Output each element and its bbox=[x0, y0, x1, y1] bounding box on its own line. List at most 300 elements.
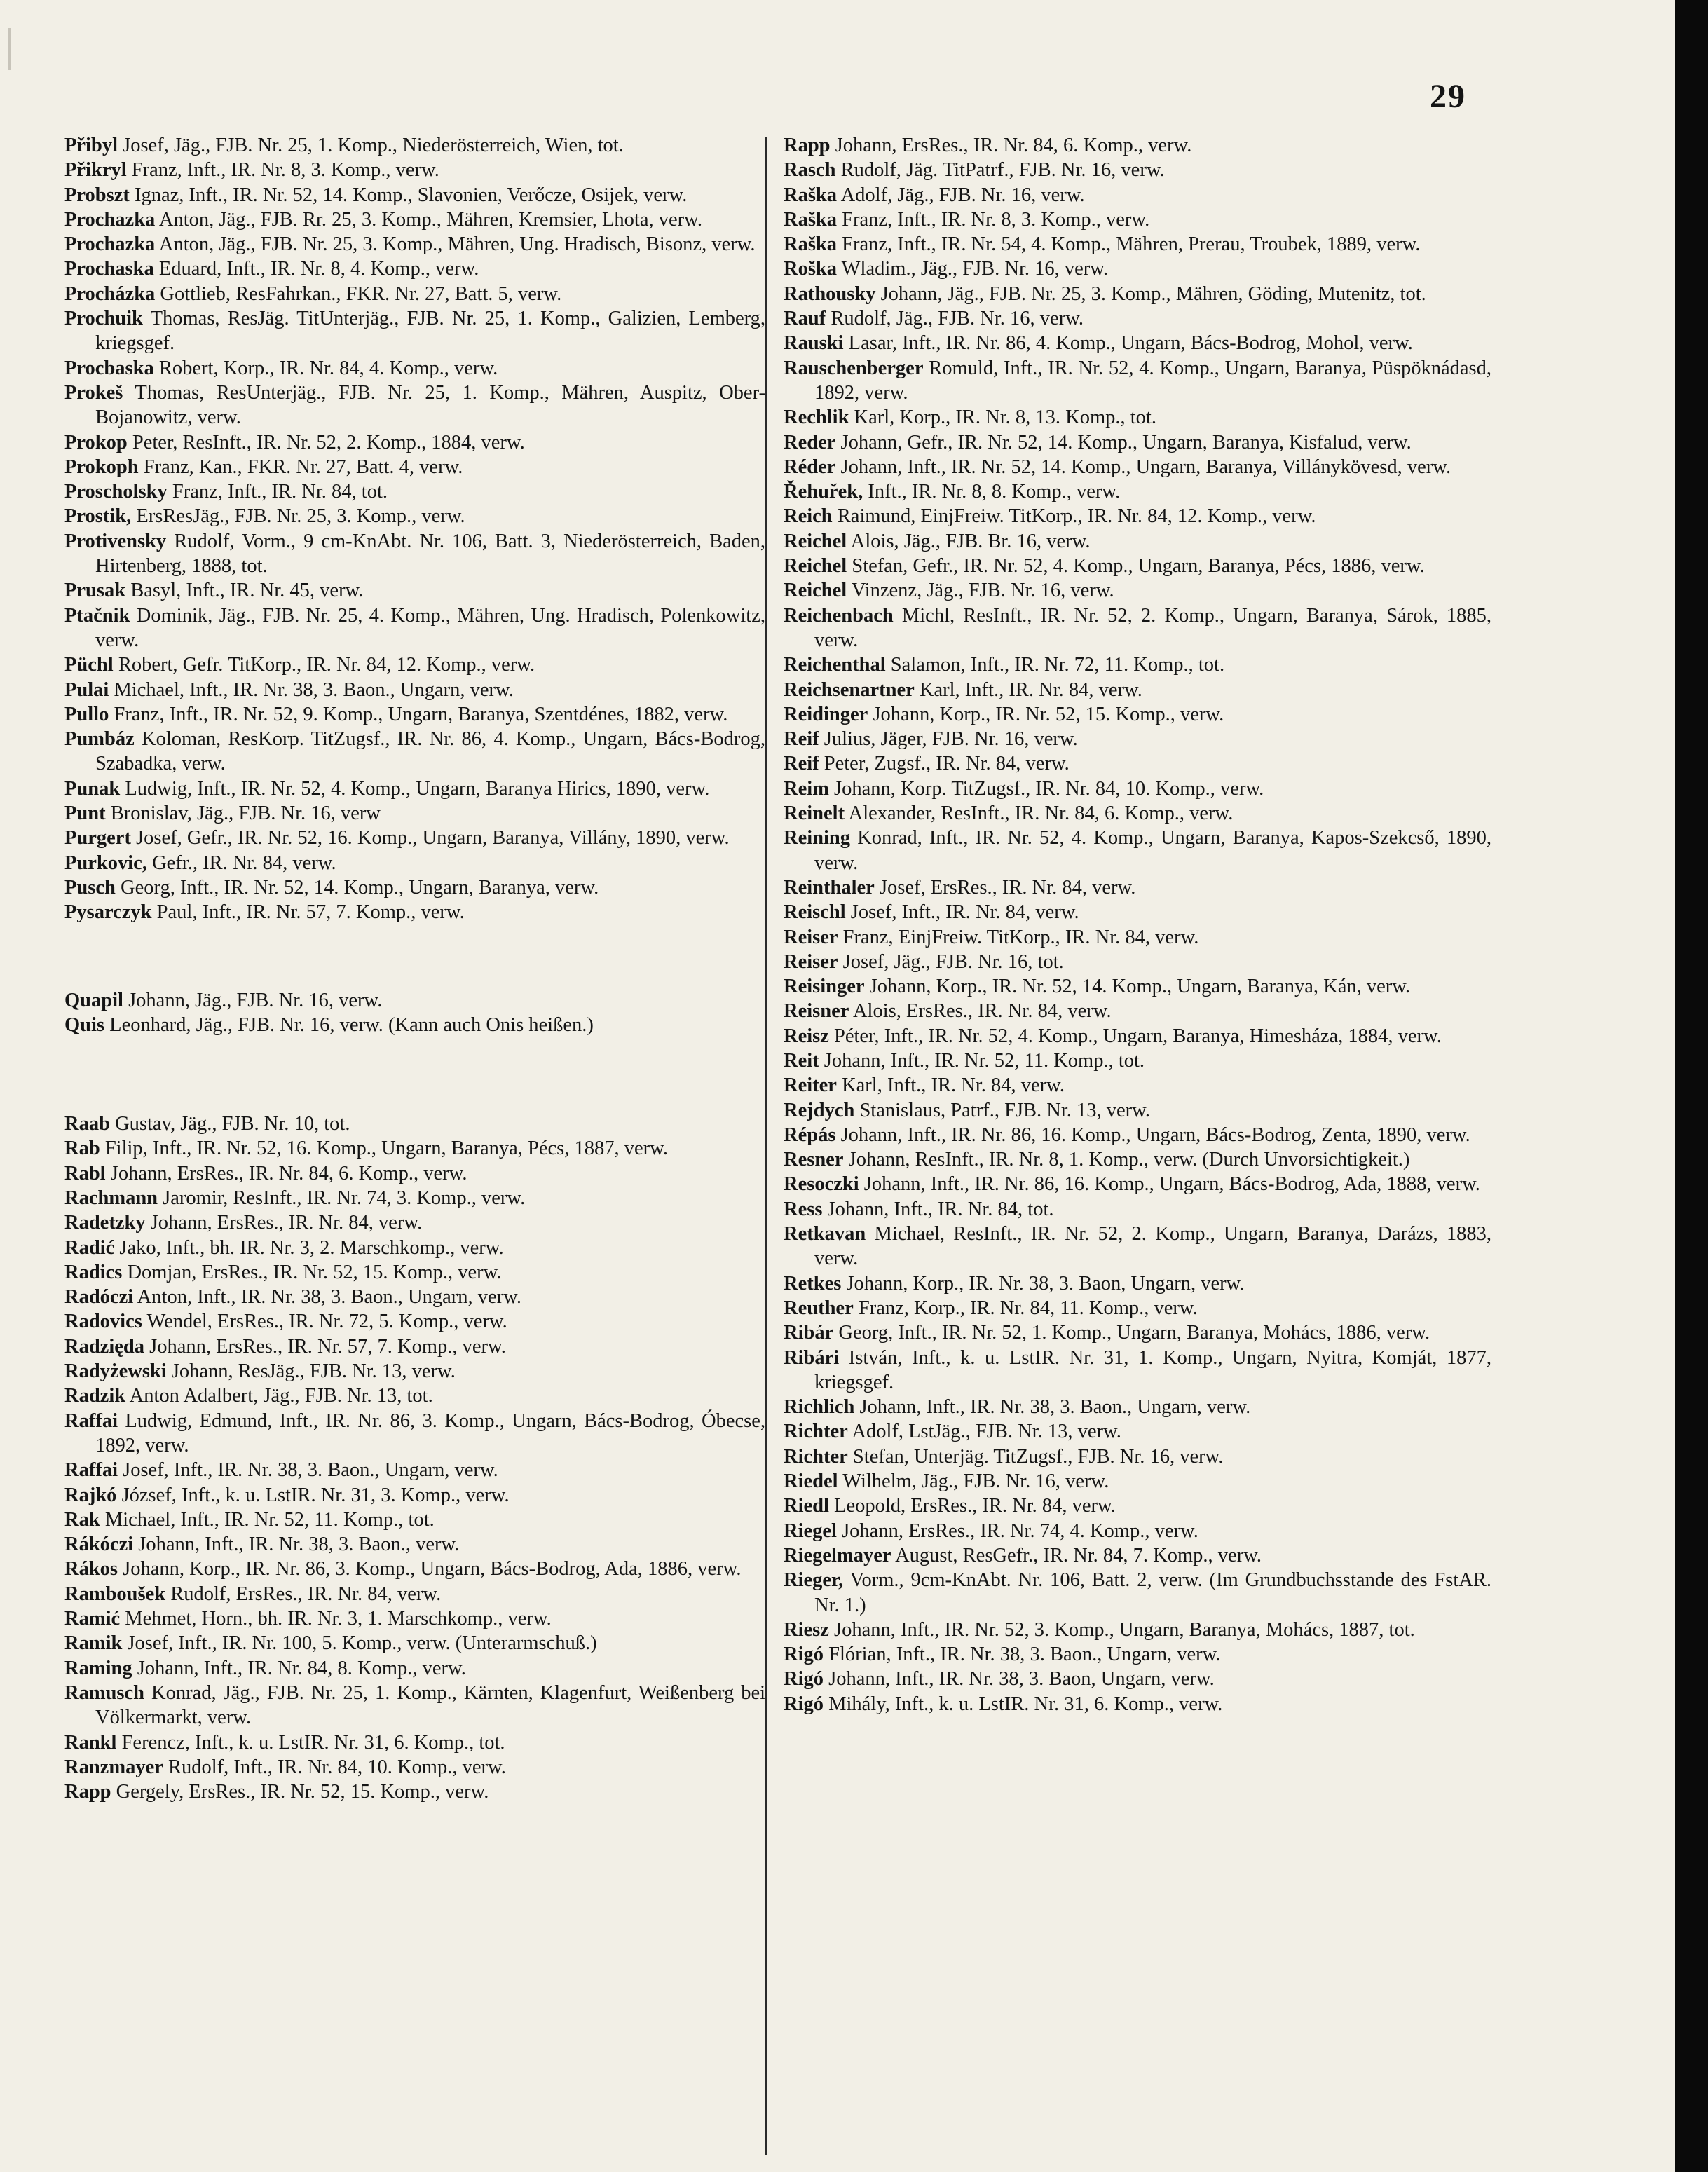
entry-name: Reining bbox=[784, 827, 851, 849]
entry-name: Reiser bbox=[784, 950, 838, 973]
entry-name: Resoczki bbox=[784, 1173, 859, 1196]
list-entry bbox=[784, 1098, 1491, 1123]
list-entry bbox=[64, 1161, 765, 1186]
entry-text: Franz, Inft., IR. Nr. 8, 3. Komp., verw. bbox=[131, 159, 439, 182]
entry-text: Filip, Inft., IR. Nr. 52, 16. Komp., Ungarn, Baranya, Pécs, 1887, verw. bbox=[104, 1138, 668, 1160]
entry-name: Rathousky bbox=[784, 282, 876, 305]
list-entry bbox=[64, 1532, 765, 1557]
entry-name: Ramik bbox=[64, 1632, 123, 1655]
entry-name: Rauf bbox=[784, 308, 826, 330]
list-entry bbox=[64, 653, 765, 677]
entry-name: Reichenthal bbox=[784, 654, 886, 676]
entry-name: Prochazka bbox=[64, 233, 156, 256]
entry-text: Wilhelm, Jäg., FJB. Nr. 16, verw. bbox=[842, 1470, 1109, 1493]
entry-text: Johann, Korp. TitZugsf., IR. Nr. 84, 10. Komp., verw. bbox=[834, 777, 1264, 800]
entry-text: Ludwig, Inft., IR. Nr. 52, 4. Komp., Ungarn, Baranya Hirics, 1890, verw. bbox=[125, 777, 710, 800]
entry-name: Répás bbox=[784, 1123, 836, 1146]
entry-name: Prostik, bbox=[64, 505, 132, 528]
list-entry bbox=[784, 257, 1491, 281]
list-entry bbox=[64, 207, 765, 232]
section-gap bbox=[64, 925, 765, 988]
entry-name: Reuther bbox=[784, 1297, 854, 1319]
entry-text: Georg, Inft., IR. Nr. 52, 1. Komp., Ungarn, Baranya, Mohács, 1886, verw. bbox=[838, 1322, 1430, 1344]
entry-text: Vinzenz, Jäg., FJB. Nr. 16, verw. bbox=[851, 580, 1114, 602]
entry-name: Riedl bbox=[784, 1495, 829, 1517]
list-entry bbox=[784, 1073, 1491, 1098]
entry-text: Peter, Zugsf., IR. Nr. 84, verw. bbox=[824, 753, 1070, 775]
list-entry bbox=[784, 1222, 1491, 1271]
list-entry bbox=[784, 554, 1491, 578]
list-entry bbox=[64, 232, 765, 257]
list-entry bbox=[784, 1568, 1491, 1618]
entry-name: Ribári bbox=[784, 1346, 840, 1369]
list-entry bbox=[784, 356, 1491, 406]
list-entry bbox=[784, 1642, 1491, 1667]
entry-name: Rechlik bbox=[784, 407, 849, 429]
entry-name: Réder bbox=[784, 456, 836, 478]
entry-name: Protivensky bbox=[64, 530, 167, 552]
list-entry bbox=[64, 1384, 765, 1408]
entry-text: Michl, ResInft., IR. Nr. 52, 2. Komp., Ungarn, Baranya, Sárok, 1885, verw. bbox=[814, 604, 1492, 651]
entry-name: Pulai bbox=[64, 678, 109, 701]
entry-text: Rudolf, Jäg. TitPatrf., FJB. Nr. 16, verw. bbox=[840, 159, 1165, 182]
list-entry bbox=[64, 1483, 765, 1508]
list-entry bbox=[784, 875, 1491, 900]
entry-name: Přikryl bbox=[64, 159, 127, 182]
entry-name: Riegel bbox=[784, 1519, 837, 1542]
entry-text: Alexander, ResInft., IR. Nr. 84, 6. Komp., verw. bbox=[848, 802, 1234, 825]
list-entry bbox=[64, 727, 765, 777]
list-entry bbox=[784, 1444, 1491, 1469]
list-entry bbox=[64, 1606, 765, 1631]
list-entry bbox=[784, 950, 1491, 974]
entry-text: Lasar, Inft., IR. Nr. 86, 4. Komp., Ungarn, Bács-Bodrog, Mohol, verw. bbox=[848, 332, 1413, 355]
list-entry bbox=[64, 282, 765, 306]
entry-name: Ramusch bbox=[64, 1681, 145, 1704]
list-entry bbox=[64, 603, 765, 653]
list-entry bbox=[784, 1346, 1491, 1395]
entry-name: Riegelmayer bbox=[784, 1544, 891, 1566]
list-entry bbox=[784, 900, 1491, 924]
entry-name: Rak bbox=[64, 1508, 100, 1531]
entry-name: Pysarczyk bbox=[64, 901, 152, 924]
list-entry bbox=[64, 801, 765, 826]
list-entry bbox=[64, 479, 765, 504]
entry-text: Johann, ResInft., IR. Nr. 8, 1. Komp., verw. (Durch Unvorsichtigkeit.) bbox=[848, 1149, 1410, 1171]
entry-text: August, ResGefr., IR. Nr. 84, 7. Komp., verw. bbox=[895, 1544, 1262, 1566]
entry-name: Rachmann bbox=[64, 1187, 158, 1209]
entry-name: Reif bbox=[784, 728, 819, 751]
entry-name: Prochuik bbox=[64, 308, 143, 330]
entry-text: Michael, Inft., IR. Nr. 52, 11. Komp., tot. bbox=[104, 1508, 435, 1531]
entry-text: Dominik, Jäg., FJB. Nr. 25, 4. Komp., Mähren, Ung. Hradisch, Polenkowitz, verw. bbox=[95, 604, 766, 651]
list-entry bbox=[784, 1667, 1491, 1691]
list-entry bbox=[784, 1519, 1491, 1543]
entry-text: Jako, Inft., bh. IR. Nr. 3, 2. Marschkomp., verw. bbox=[119, 1236, 504, 1259]
list-entry bbox=[784, 158, 1491, 182]
entry-text: Johann, ErsRes., IR. Nr. 84, 6. Komp., verw. bbox=[835, 135, 1192, 156]
entry-text: Salamon, Inft., IR. Nr. 72, 11. Komp., tot. bbox=[890, 654, 1225, 676]
entry-name: Pullo bbox=[64, 703, 109, 725]
list-entry bbox=[784, 751, 1491, 776]
entry-name: Raška bbox=[784, 184, 838, 206]
entry-name: Roška bbox=[784, 258, 838, 280]
list-entry bbox=[784, 1692, 1491, 1716]
entry-text: Alois, Jäg., FJB. Br. 16, verw. bbox=[850, 530, 1091, 552]
list-entry bbox=[64, 455, 765, 479]
list-entry bbox=[784, 405, 1491, 430]
entry-text: Franz, Korp., IR. Nr. 84, 11. Komp., verw. bbox=[858, 1297, 1198, 1319]
list-entry bbox=[784, 653, 1491, 677]
entry-text: Josef, Inft., IR. Nr. 38, 3. Baon., Ungarn, verw. bbox=[123, 1459, 498, 1482]
entry-name: Reisner bbox=[784, 1000, 849, 1023]
list-entry bbox=[64, 430, 765, 455]
entry-name: Reichel bbox=[784, 555, 847, 578]
entry-name: Purkovic, bbox=[64, 852, 147, 874]
entry-text: Franz, Inft., IR. Nr. 8, 3. Komp., verw. bbox=[842, 208, 1150, 231]
entry-text: Georg, Inft., IR. Nr. 52, 14. Komp., Ungarn, Baranya, verw. bbox=[120, 876, 599, 899]
entry-text: Johann, Inft., IR. Nr. 38, 3. Baon., verw. bbox=[138, 1534, 460, 1556]
list-entry bbox=[64, 851, 765, 875]
list-entry bbox=[784, 603, 1491, 653]
list-entry bbox=[784, 1172, 1491, 1196]
list-entry bbox=[64, 306, 765, 356]
entry-name: Pusch bbox=[64, 876, 116, 899]
entry-name: Punt bbox=[64, 802, 106, 825]
entry-text: Josef, ErsRes., IR. Nr. 84, verw. bbox=[879, 876, 1136, 899]
entry-name: Rasch bbox=[784, 159, 836, 182]
list-entry bbox=[784, 777, 1491, 801]
entry-text: Rudolf, Inft., IR. Nr. 84, 10. Komp., verw. bbox=[168, 1756, 506, 1778]
entry-text: Johann, Inft., IR. Nr. 86, 16. Komp., Ungarn, Bács-Bodrog, Zenta, 1890, verw. bbox=[840, 1123, 1470, 1146]
entry-text: Romuld, Inft., IR. Nr. 52, 4. Komp., Ungarn, Baranya, Püspöknádasd, 1892, verw. bbox=[814, 357, 1492, 404]
list-entry bbox=[784, 1618, 1491, 1642]
entry-text: Adolf, Jäg., FJB. Nr. 16, verw. bbox=[840, 184, 1085, 206]
entry-text: Gergely, ErsRes., IR. Nr. 52, 15. Komp., verw. bbox=[116, 1781, 489, 1803]
entry-name: Radić bbox=[64, 1236, 115, 1259]
entry-text: Konrad, Inft., IR. Nr. 52, 4. Komp., Ungarn, Baranya, Kapos-Szekcső, 1890, verw. bbox=[814, 827, 1492, 874]
entry-text: Johann, Inft., IR. Nr. 38, 3. Baon., Ungarn, verw. bbox=[859, 1396, 1251, 1419]
list-entry bbox=[64, 529, 765, 579]
entry-text: Karl, Korp., IR. Nr. 8, 13. Komp., tot. bbox=[854, 407, 1156, 429]
entry-text: Franz, EinjFreiw. TitKorp., IR. Nr. 84, verw. bbox=[842, 926, 1199, 948]
entry-text: Robert, Korp., IR. Nr. 84, 4. Komp., verw. bbox=[158, 357, 498, 379]
list-entry bbox=[64, 133, 765, 158]
entry-name: Richlich bbox=[784, 1396, 855, 1419]
entry-name: Rajkó bbox=[64, 1484, 117, 1506]
list-entry bbox=[64, 1186, 765, 1210]
entry-name: Riedel bbox=[784, 1470, 838, 1493]
entry-name: Prochaska bbox=[64, 258, 154, 280]
entry-text: Anton Adalbert, Jäg., FJB. Nr. 13, tot. bbox=[129, 1385, 433, 1407]
entry-name: Reichel bbox=[784, 580, 847, 602]
list-entry bbox=[64, 875, 765, 900]
entry-text: Basyl, Inft., IR. Nr. 45, verw. bbox=[130, 580, 364, 602]
list-entry bbox=[784, 925, 1491, 950]
entry-text: Johann, Inft., IR. Nr. 52, 14. Komp., Ungarn, Baranya, Villánykövesd, verw. bbox=[840, 456, 1451, 478]
entry-text: Leonhard, Jäg., FJB. Nr. 16, verw. (Kann auch Onis heißen.) bbox=[109, 1013, 594, 1036]
entry-text: Johann, Korp., IR. Nr. 38, 3. Baon, Ungarn, verw. bbox=[846, 1272, 1245, 1295]
list-entry bbox=[64, 702, 765, 727]
entry-text: József, Inft., k. u. LstIR. Nr. 31, 3. Komp., verw. bbox=[121, 1484, 510, 1506]
entry-text: Rudolf, Vorm., 9 cm-KnAbt. Nr. 106, Batt. 3, Niederösterreich, Baden, Hirtenberg, 1888, tot. bbox=[95, 530, 766, 578]
entry-name: Prochazka bbox=[64, 208, 156, 231]
list-entry bbox=[64, 1359, 765, 1384]
entry-text: Johann, Korp., IR. Nr. 52, 15. Komp., verw. bbox=[873, 703, 1224, 725]
list-entry bbox=[64, 1260, 765, 1285]
entry-name: Radovics bbox=[64, 1311, 142, 1333]
entry-name: Prokeš bbox=[64, 381, 123, 404]
entry-text: Johann, ErsRes., IR. Nr. 57, 7. Komp., verw. bbox=[149, 1335, 506, 1358]
list-entry bbox=[64, 1236, 765, 1260]
entry-text: Josef, Inft., IR. Nr. 100, 5. Komp., verw. (Unterarmschuß.) bbox=[127, 1632, 597, 1655]
entry-name: Rankl bbox=[64, 1731, 117, 1754]
entry-text: Stefan, Gefr., IR. Nr. 52, 4. Komp., Ungarn, Baranya, Pécs, 1886, verw. bbox=[852, 555, 1425, 578]
list-entry bbox=[784, 207, 1491, 232]
entry-text: Julius, Jäger, FJB. Nr. 16, verw. bbox=[824, 728, 1078, 751]
entry-text: Ignaz, Inft., IR. Nr. 52, 14. Komp., Slavonien, Verőcze, Osijek, verw. bbox=[135, 184, 688, 206]
entry-text: Rudolf, Jäg., FJB. Nr. 16, verw. bbox=[831, 308, 1084, 330]
entry-name: Rapp bbox=[64, 1781, 111, 1803]
entry-name: Reinelt bbox=[784, 802, 845, 825]
entry-text: Koloman, ResKorp. TitZugsf., IR. Nr. 86, 4. Komp., Ungarn, Bács-Bodrog, Szabadka, verw. bbox=[95, 728, 765, 775]
list-entry bbox=[784, 529, 1491, 554]
entry-text: Ferencz, Inft., k. u. LstIR. Nr. 31, 6. Komp., tot. bbox=[121, 1731, 505, 1754]
entry-name: Raška bbox=[784, 208, 838, 231]
left-column bbox=[64, 133, 765, 1804]
entry-name: Přibyl bbox=[64, 135, 118, 156]
entry-name: Reisinger bbox=[784, 976, 865, 998]
list-entry bbox=[64, 183, 765, 207]
list-entry bbox=[64, 356, 765, 381]
list-entry bbox=[784, 306, 1491, 331]
list-entry bbox=[784, 430, 1491, 455]
entry-name: Radzik bbox=[64, 1385, 126, 1407]
entry-name: Raming bbox=[64, 1657, 132, 1679]
entry-text: Josef, Gefr., IR. Nr. 52, 16. Komp., Ungarn, Baranya, Villány, 1890, verw. bbox=[136, 827, 730, 849]
list-entry bbox=[784, 801, 1491, 826]
entry-text: Johann, Gefr., IR. Nr. 52, 14. Komp., Ungarn, Baranya, Kisfalud, verw. bbox=[840, 431, 1412, 453]
list-entry bbox=[784, 504, 1491, 528]
entry-name: Rigó bbox=[784, 1668, 824, 1691]
entry-text: Bronislav, Jäg., FJB. Nr. 16, verw bbox=[110, 802, 381, 825]
entry-text: Johann, Inft., IR. Nr. 38, 3. Baon, Ungarn, verw. bbox=[828, 1668, 1215, 1691]
entry-text: Gustav, Jäg., FJB. Nr. 10, tot. bbox=[115, 1113, 350, 1135]
list-entry bbox=[64, 1508, 765, 1532]
list-entry bbox=[784, 1296, 1491, 1320]
entry-text: Mehmet, Horn., bh. IR. Nr. 3, 1. Marschkomp., verw. bbox=[125, 1608, 552, 1630]
entry-text: Michael, Inft., IR. Nr. 38, 3. Baon., Ungarn, verw. bbox=[114, 678, 514, 701]
entry-name: Püchl bbox=[64, 654, 114, 676]
entry-name: Reidinger bbox=[784, 703, 868, 725]
entry-text: Robert, Gefr. TitKorp., IR. Nr. 84, 12. Komp., verw. bbox=[118, 654, 535, 676]
entry-text: István, Inft., k. u. LstIR. Nr. 31, 1. Komp., Ungarn, Nyitra, Komját, 1877, kriegsgef. bbox=[814, 1346, 1492, 1393]
list-entry bbox=[64, 1285, 765, 1309]
right-column bbox=[784, 133, 1491, 1716]
list-entry bbox=[784, 183, 1491, 207]
list-entry bbox=[784, 232, 1491, 257]
list-entry bbox=[784, 1395, 1491, 1419]
entry-name: Ptačnik bbox=[64, 604, 130, 627]
list-entry bbox=[64, 678, 765, 702]
entry-text: Gefr., IR. Nr. 84, verw. bbox=[152, 852, 336, 874]
entry-text: Johann, ErsRes., IR. Nr. 84, 6. Komp., verw. bbox=[110, 1162, 467, 1184]
entry-text: Peter, ResInft., IR. Nr. 52, 2. Komp., 1884, verw. bbox=[132, 431, 525, 453]
entry-name: Radics bbox=[64, 1261, 123, 1283]
entry-text: Leopold, ErsRes., IR. Nr. 84, verw. bbox=[834, 1495, 1116, 1517]
entry-name: Raab bbox=[64, 1113, 110, 1135]
entry-text: Inft., IR. Nr. 8, 8. Komp., verw. bbox=[868, 481, 1121, 503]
entry-text: Wladim., Jäg., FJB. Nr. 16, verw. bbox=[841, 258, 1109, 280]
entry-text: Thomas, ResUnterjäg., FJB. Nr. 25, 1. Komp., Mähren, Auspitz, Ober-Bojanowitz, verw. bbox=[95, 381, 765, 429]
list-entry bbox=[784, 1147, 1491, 1172]
entry-name: Radetzky bbox=[64, 1212, 146, 1234]
list-entry bbox=[64, 1730, 765, 1755]
entry-name: Rieger, bbox=[784, 1569, 844, 1592]
entry-name: Rabl bbox=[64, 1162, 106, 1184]
entry-text: Johann, Inft., IR. Nr. 84, 8. Komp., verw. bbox=[137, 1657, 466, 1679]
entry-name: Rejdych bbox=[784, 1099, 855, 1121]
entry-text: Josef, Jäg., FJB. Nr. 16, tot. bbox=[842, 950, 1064, 973]
entry-text: Alois, ErsRes., IR. Nr. 84, verw. bbox=[852, 1000, 1112, 1023]
entry-name: Retkes bbox=[784, 1272, 842, 1295]
entry-text: Johann, Korp., IR. Nr. 86, 3. Komp., Ungarn, Bács-Bodrog, Ada, 1886, verw. bbox=[123, 1558, 742, 1580]
list-entry bbox=[64, 1013, 765, 1037]
entry-name: Rapp bbox=[784, 135, 831, 156]
entry-text: Johann, Jäg., FJB. Nr. 25, 3. Komp., Mähren, Göding, Mutenitz, tot. bbox=[880, 282, 1426, 305]
entry-name: Rauschenberger bbox=[784, 357, 924, 379]
entry-name: Reif bbox=[784, 753, 819, 775]
entry-text: Gottlieb, ResFahrkan., FKR. Nr. 27, Batt. 5, verw. bbox=[160, 282, 562, 305]
entry-text: Flórian, Inft., IR. Nr. 38, 3. Baon., Ungarn, verw. bbox=[828, 1644, 1221, 1666]
entry-text: Adolf, LstJäg., FJB. Nr. 13, verw. bbox=[852, 1421, 1121, 1443]
entry-text: Johann, Inft., IR. Nr. 52, 3. Komp., Ungarn, Baranya, Mohács, 1887, tot. bbox=[834, 1618, 1415, 1641]
entry-text: Karl, Inft., IR. Nr. 84, verw. bbox=[842, 1074, 1065, 1097]
entry-text: Mihály, Inft., k. u. LstIR. Nr. 31, 6. Komp., verw. bbox=[828, 1693, 1223, 1715]
entry-name: Reiser bbox=[784, 926, 838, 948]
entry-text: Wendel, ErsRes., IR. Nr. 72, 5. Komp., verw. bbox=[146, 1311, 507, 1333]
list-entry bbox=[64, 504, 765, 528]
list-entry bbox=[64, 1755, 765, 1780]
entry-name: Rákos bbox=[64, 1558, 118, 1580]
list-entry bbox=[64, 1112, 765, 1136]
entry-text: Josef, Inft., IR. Nr. 84, verw. bbox=[850, 901, 1079, 924]
entry-name: Probszt bbox=[64, 184, 130, 206]
list-entry bbox=[64, 1557, 765, 1581]
list-entry bbox=[784, 133, 1491, 158]
entry-text: Stanislaus, Patrf., FJB. Nr. 13, verw. bbox=[859, 1099, 1151, 1121]
entry-name: Radzięda bbox=[64, 1335, 144, 1358]
list-entry bbox=[784, 999, 1491, 1023]
entry-text: Jaromir, ResInft., IR. Nr. 74, 3. Komp., verw. bbox=[163, 1187, 526, 1209]
entry-name: Raška bbox=[784, 233, 838, 256]
entry-text: Franz, Inft., IR. Nr. 84, tot. bbox=[172, 481, 388, 503]
entry-name: Procházka bbox=[64, 282, 156, 305]
list-entry bbox=[64, 1780, 765, 1804]
entry-name: Reinthaler bbox=[784, 876, 875, 899]
list-entry bbox=[64, 1136, 765, 1161]
list-entry bbox=[64, 1309, 765, 1334]
section-gap bbox=[64, 1037, 765, 1112]
entry-name: Quis bbox=[64, 1013, 105, 1036]
entry-text: Eduard, Inft., IR. Nr. 8, 4. Komp., verw. bbox=[158, 258, 479, 280]
entry-text: Vorm., 9cm-KnAbt. Nr. 106, Batt. 2, verw. (Im Grundbuchsstande des FstAR. Nr. 1.) bbox=[814, 1569, 1491, 1616]
entry-name: Procbaska bbox=[64, 357, 154, 379]
list-entry bbox=[784, 1320, 1491, 1345]
list-entry bbox=[784, 479, 1491, 504]
entry-name: Radóczi bbox=[64, 1286, 134, 1309]
entry-text: Johann, ErsRes., IR. Nr. 74, 4. Komp., verw. bbox=[842, 1519, 1198, 1542]
entry-name: Retkavan bbox=[784, 1223, 866, 1245]
entry-name: Rigó bbox=[784, 1693, 824, 1715]
entry-name: Reischl bbox=[784, 901, 846, 924]
entry-name: Ribár bbox=[784, 1322, 834, 1344]
entry-name: Prusak bbox=[64, 580, 126, 602]
entry-name: Reiter bbox=[784, 1074, 837, 1097]
list-entry bbox=[784, 678, 1491, 702]
list-entry bbox=[784, 578, 1491, 603]
entry-name: Reichsenartner bbox=[784, 678, 915, 701]
entry-text: Franz, Inft., IR. Nr. 54, 4. Komp., Mähren, Prerau, Troubek, 1889, verw. bbox=[842, 233, 1421, 256]
entry-name: Reisz bbox=[784, 1025, 829, 1047]
entry-name: Ramić bbox=[64, 1608, 121, 1630]
entry-text: Johann, ErsRes., IR. Nr. 84, verw. bbox=[150, 1212, 423, 1234]
list-entry bbox=[64, 257, 765, 281]
entry-name: Rigó bbox=[784, 1644, 824, 1666]
entry-text: Johann, Inft., IR. Nr. 52, 11. Komp., tot. bbox=[824, 1049, 1145, 1072]
entry-text: Josef, Jäg., FJB. Nr. 25, 1. Komp., Niederösterreich, Wien, tot. bbox=[123, 135, 624, 156]
entry-text: Michael, ResInft., IR. Nr. 52, 2. Komp., Ungarn, Baranya, Darázs, 1883, verw. bbox=[814, 1223, 1492, 1270]
entry-name: Reder bbox=[784, 431, 836, 453]
entry-name: Reichel bbox=[784, 530, 847, 552]
page-number: 29 bbox=[1430, 78, 1466, 115]
list-entry bbox=[64, 900, 765, 924]
list-entry bbox=[784, 331, 1491, 355]
entry-name: Reichenbach bbox=[784, 604, 894, 627]
entry-name: Purgert bbox=[64, 827, 131, 849]
list-entry bbox=[64, 1409, 765, 1459]
entry-text: Anton, Jäg., FJB. Rr. 25, 3. Komp., Mähren, Kremsier, Lhota, verw. bbox=[158, 208, 702, 231]
list-entry bbox=[784, 282, 1491, 306]
entry-name: Quapil bbox=[64, 989, 123, 1011]
entry-text: Johann, Korp., IR. Nr. 52, 14. Komp., Ungarn, Baranya, Kán, verw. bbox=[869, 976, 1411, 998]
entry-text: Karl, Inft., IR. Nr. 84, verw. bbox=[919, 678, 1142, 701]
list-entry bbox=[784, 826, 1491, 875]
entry-text: Ludwig, Edmund, Inft., IR. Nr. 86, 3. Komp., Ungarn, Bács-Bodrog, Óbecse, 1892, verw. bbox=[95, 1409, 765, 1456]
entry-text: Rudolf, ErsRes., IR. Nr. 84, verw. bbox=[170, 1583, 442, 1605]
entry-text: Johann, Jäg., FJB. Nr. 16, verw. bbox=[128, 989, 383, 1011]
list-entry bbox=[784, 1197, 1491, 1222]
entry-text: Franz, Inft., IR. Nr. 52, 9. Komp., Ungarn, Baranya, Szentdénes, 1882, verw. bbox=[114, 703, 728, 725]
entry-text: Konrad, Jäg., FJB. Nr. 25, 1. Komp., Kärnten, Klagenfurt, Weißenberg bei Völkermarkt, verw. bbox=[95, 1681, 766, 1729]
entry-text: ErsResJäg., FJB. Nr. 25, 3. Komp., verw. bbox=[136, 505, 465, 528]
entry-name: Radyżewski bbox=[64, 1360, 167, 1383]
entry-name: Rab bbox=[64, 1138, 100, 1160]
entry-name: Reich bbox=[784, 505, 833, 528]
entry-text: Stefan, Unterjäg. TitZugsf., FJB. Nr. 16, verw. bbox=[852, 1445, 1224, 1468]
list-entry bbox=[64, 826, 765, 850]
entry-name: Prokop bbox=[64, 431, 128, 453]
entry-name: Rákóczi bbox=[64, 1534, 134, 1556]
list-entry bbox=[784, 1024, 1491, 1049]
list-entry bbox=[64, 1656, 765, 1681]
list-entry bbox=[64, 1210, 765, 1235]
list-entry bbox=[784, 974, 1491, 999]
scan-edge-mark bbox=[8, 28, 11, 70]
entry-text: Thomas, ResJäg. TitUnterjäg., FJB. Nr. 25, 1. Komp., Galizien, Lemberg, kriegsgef. bbox=[95, 308, 765, 355]
entry-name: Richter bbox=[784, 1445, 848, 1468]
entry-text: Johann, Inft., IR. Nr. 84, tot. bbox=[827, 1198, 1054, 1220]
